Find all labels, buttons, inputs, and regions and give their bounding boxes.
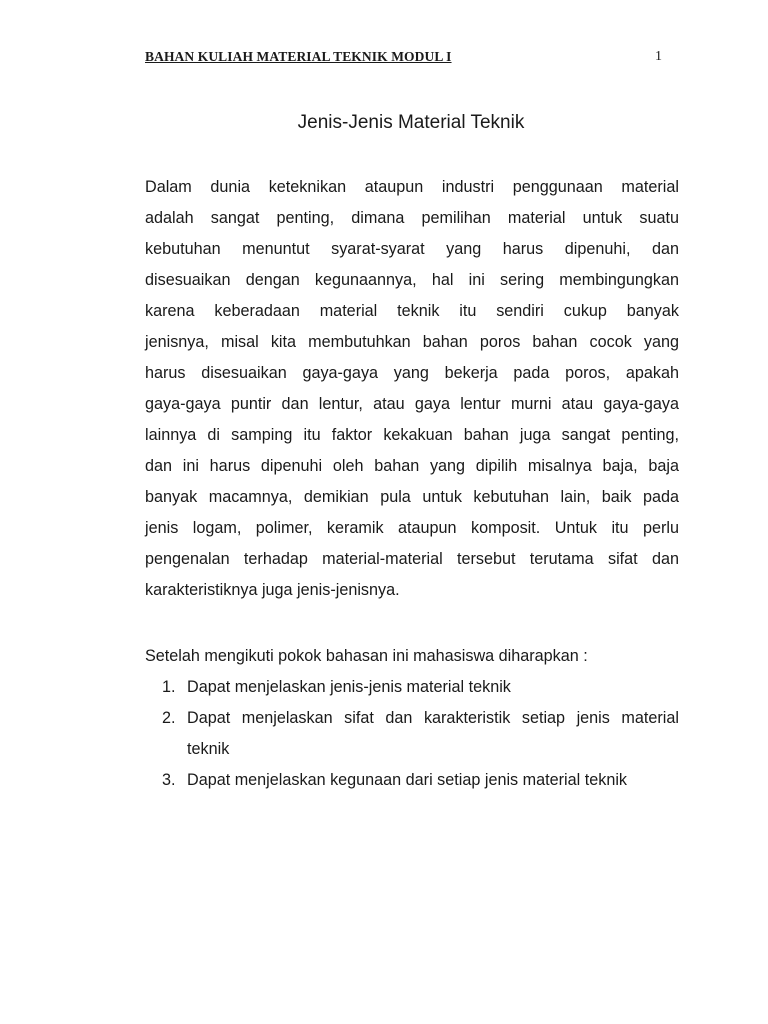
list-item-number: 3. bbox=[162, 771, 176, 789]
running-header-title: BAHAN KULIAH MATERIAL TEKNIK MODUL I bbox=[145, 49, 452, 64]
paragraph-line: adalah sangat penting, dimana pemilihan material untuk suatu bbox=[145, 209, 679, 227]
list-item bbox=[145, 703, 679, 765]
list-item bbox=[145, 672, 679, 703]
paragraph-line: harus disesuaikan gaya-gaya yang bekerja pada poros, apakah bbox=[145, 364, 679, 382]
paragraph-line: jenis logam, polimer, keramik ataupun komposit. Untuk itu perlu bbox=[145, 519, 679, 537]
paragraph-line: banyak macamnya, demikian pula untuk kebutuhan lain, baik pada bbox=[145, 488, 679, 506]
paragraph-line: gaya-gaya puntir dan lentur, atau gaya lentur murni atau gaya-gaya bbox=[145, 395, 679, 413]
list-item-number: 1. bbox=[162, 678, 176, 696]
paragraph-line: disesuaikan dengan kegunaannya, hal ini sering membingungkan bbox=[145, 271, 679, 289]
paragraph-line: dan ini harus dipenuhi oleh bahan yang dipilih misalnya baja, baja bbox=[145, 457, 679, 475]
intro-paragraph bbox=[145, 172, 679, 606]
paragraph-line: kebutuhan menuntut syarat-syarat yang harus dipenuhi, dan bbox=[145, 240, 679, 258]
objectives-list bbox=[145, 672, 679, 796]
document-title: Jenis-Jenis Material Teknik bbox=[297, 112, 525, 133]
paragraph-line: pengenalan terhadap material-material tersebut terutama sifat dan bbox=[145, 550, 679, 568]
paragraph-line: karakteristiknya juga jenis-jenisnya. bbox=[145, 581, 400, 599]
paragraph-line: jenisnya, misal kita membutuhkan bahan poros bahan cocok yang bbox=[145, 333, 679, 351]
list-item-text: Dapat menjelaskan jenis-jenis material teknik bbox=[187, 678, 511, 696]
list-item-text: Dapat menjelaskan kegunaan dari setiap jenis material teknik bbox=[187, 771, 628, 789]
list-item bbox=[145, 765, 679, 796]
paragraph-line: lainnya di samping itu faktor kekakuan bahan juga sangat penting, bbox=[145, 426, 679, 444]
page-number: 1 bbox=[655, 49, 662, 64]
objectives-intro: Setelah mengikuti pokok bahasan ini mahasiswa diharapkan : bbox=[145, 647, 588, 665]
paragraph-line: Dalam dunia keteknikan ataupun industri penggunaan material bbox=[145, 178, 679, 196]
list-item-text: Dapat menjelaskan sifat dan karakteristik setiap jenis material bbox=[187, 709, 679, 727]
list-item-text: teknik bbox=[187, 740, 230, 758]
list-item-number: 2. bbox=[162, 709, 176, 727]
paragraph-line: karena keberadaan material teknik itu sendiri cukup banyak bbox=[145, 302, 679, 320]
